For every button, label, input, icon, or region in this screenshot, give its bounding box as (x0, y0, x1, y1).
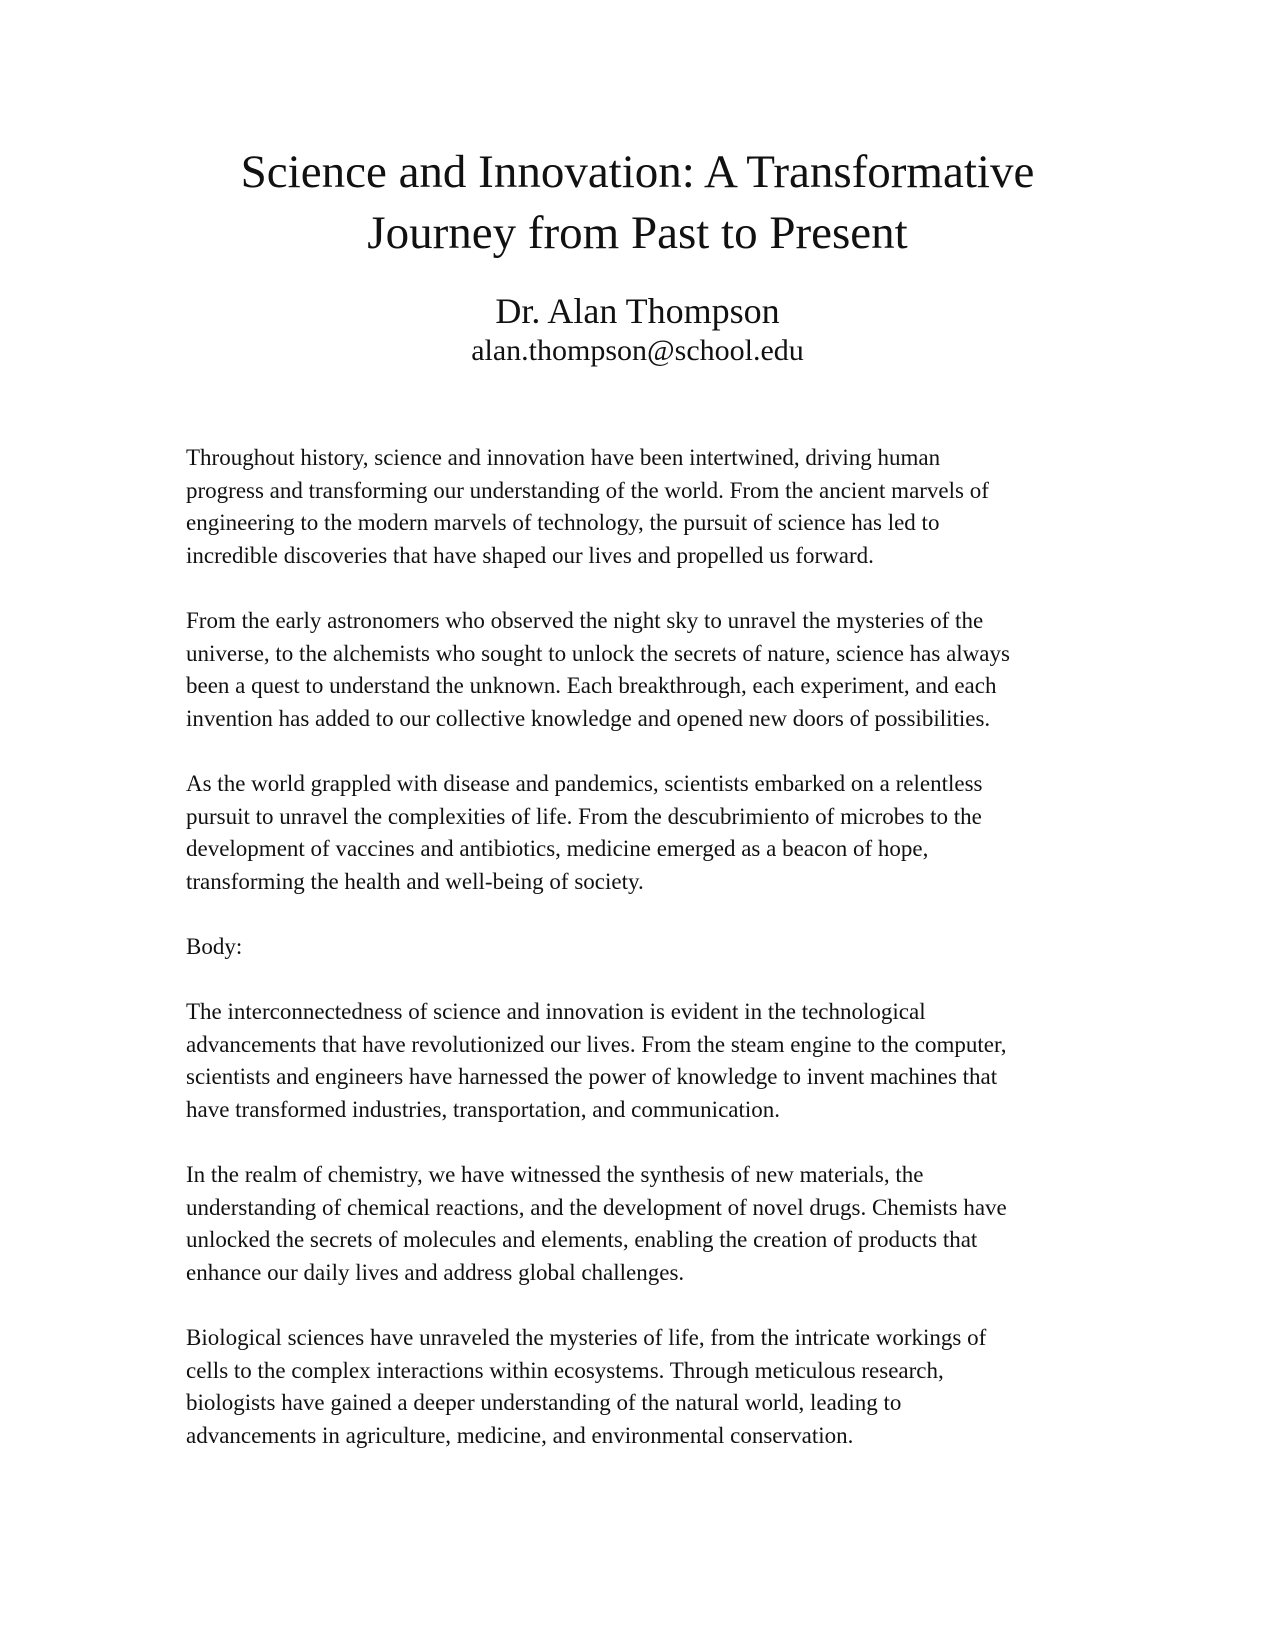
text-line: progress and transforming our understanding of the world. From the ancient marvels of (186, 477, 989, 503)
text-line: Biological sciences have unraveled the mysteries of life, from the intricate workings of (186, 1325, 987, 1351)
section-heading (186, 931, 1086, 964)
paragraph (186, 442, 1086, 572)
title-line: Journey from Past to Present (367, 207, 908, 259)
text-line: scientists and engineers have harnessed the power of knowledge to invent machines that (186, 1064, 998, 1090)
text-line: incredible discoveries that have shaped our lives and propelled us forward. (186, 542, 874, 568)
document-body (186, 442, 1086, 1485)
paragraph (186, 605, 1086, 735)
text-line: From the early astronomers who observed the night sky to unravel the mysteries of the (186, 607, 984, 633)
text-line: enhance our daily lives and address global challenges. (186, 1259, 685, 1285)
author-email: alan.thompson@school.edu (471, 334, 804, 367)
text-line: transforming the health and well-being of society. (186, 868, 644, 894)
text-line: cells to the complex interactions within ecosystems. Through meticulous research, (186, 1357, 944, 1383)
text-line: In the realm of chemistry, we have witnessed the synthesis of new materials, the (186, 1162, 924, 1188)
title-line: Science and Innovation: A Transformative (240, 146, 1035, 198)
paragraph (186, 1159, 1086, 1289)
text-line: Body: (186, 933, 243, 959)
text-line: biologists have gained a deeper understanding of the natural world, leading to (186, 1390, 902, 1416)
text-line: As the world grappled with disease and pandemics, scientists embarked on a relentless (186, 770, 983, 796)
paragraph (186, 1322, 1086, 1452)
text-line: Throughout history, science and innovation have been intertwined, driving human (186, 445, 941, 470)
paragraph (186, 996, 1086, 1126)
text-line: advancements that have revolutionized our lives. From the steam engine to the computer, (186, 1031, 1007, 1057)
text-line: The interconnectedness of science and innovation is evident in the technological (186, 999, 926, 1025)
text-line: understanding of chemical reactions, and the development of novel drugs. Chemists have (186, 1194, 1007, 1220)
text-line: development of vaccines and antibiotics, medicine emerged as a beacon of hope, (186, 836, 929, 862)
text-line: unlocked the secrets of molecules and elements, enabling the creation of products that (186, 1227, 978, 1253)
text-line: engineering to the modern marvels of technology, the pursuit of science has led to (186, 510, 940, 536)
paragraph (186, 768, 1086, 898)
text-line: been a quest to understand the unknown. Each breakthrough, each experiment, and each (186, 673, 997, 699)
text-line: universe, to the alchemists who sought to unlock the secrets of nature, science has always (186, 640, 1010, 666)
text-line: have transformed industries, transportation, and communication. (186, 1096, 781, 1122)
text-line: invention has added to our collective knowledge and opened new doors of possibilities. (186, 705, 991, 731)
document-title (150, 142, 1125, 264)
text-line: pursuit to unravel the complexities of life. From the descubrimiento of microbes to the (186, 803, 982, 829)
author-name: Dr. Alan Thompson (495, 291, 780, 331)
text-line: advancements in agriculture, medicine, and environmental conservation. (186, 1422, 854, 1448)
